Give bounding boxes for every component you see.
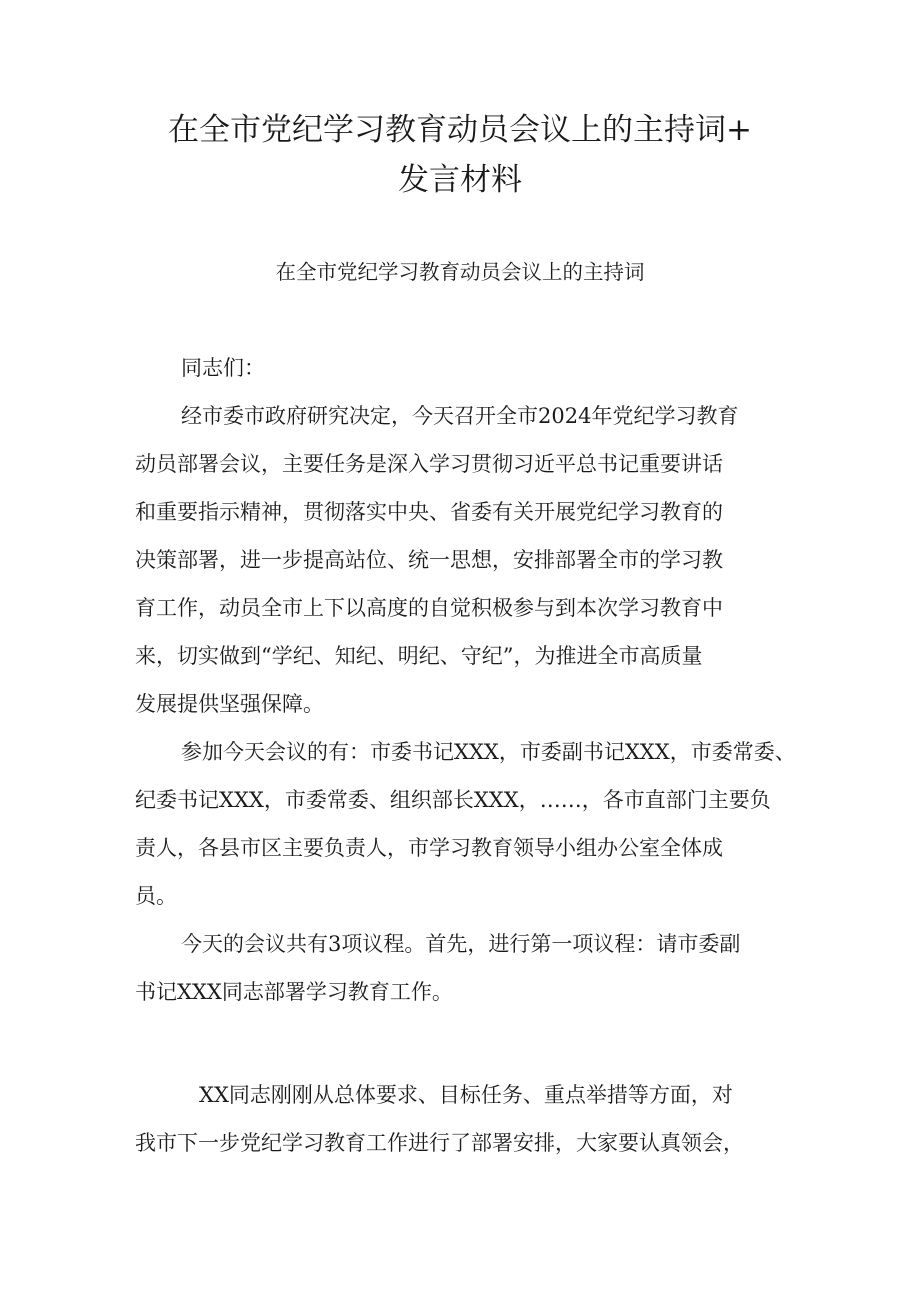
body-line: XX同志刚刚从总体要求、目标任务、重点举措等方面，对 [199, 1083, 733, 1107]
body-line: 动员部署会议，主要任务是深入学习贯彻习近平总书记重要讲话 [135, 452, 723, 476]
document-title-line-1: 在全市党纪学习教育动员会议上的主持词+ [168, 112, 752, 148]
body-line: 决策部署，进一步提高站位、统一思想，安排部署全市的学习教 [135, 548, 723, 572]
body-line: 和重要指示精神，贯彻落实中央、省委有关开展党纪学习教育的 [135, 500, 723, 524]
body-line: 参加今天会议的有：市委书记XXX，市委副书记XXX，市委常委、 [181, 740, 796, 764]
body-line: 来，切实做到“学纪、知纪、明纪、守纪”，为推进全市高质量 [135, 644, 703, 668]
body-line: 书记XXX同志部署学习教育工作。 [135, 980, 453, 1004]
body-line: 育工作，动员全市上下以高度的自觉积极参与到本次学习教育中 [135, 596, 723, 620]
body-line: 发展提供坚强保障。 [135, 692, 324, 716]
document-title-line-2: 发言材料 [398, 162, 522, 198]
body-line: 纪委书记XXX，市委常委、组织部长XXX，……，各市直部门主要负 [135, 788, 771, 812]
body-line: 责人，各县市区主要负责人，市学习教育领导小组办公室全体成 [135, 836, 723, 860]
body-line: 我市下一步党纪学习教育工作进行了部署安排，大家要认真领会， [135, 1131, 744, 1155]
body-line: 今天的会议共有3项议程。首先，进行第一项议程：请市委副 [181, 932, 741, 956]
body-line: 经市委市政府研究决定，今天召开全市2024年党纪学习教育 [181, 404, 739, 428]
document-subtitle: 在全市党纪学习教育动员会议上的主持词 [275, 260, 645, 284]
body-line: 同志们： [181, 356, 265, 380]
body-line: 员。 [135, 884, 177, 908]
